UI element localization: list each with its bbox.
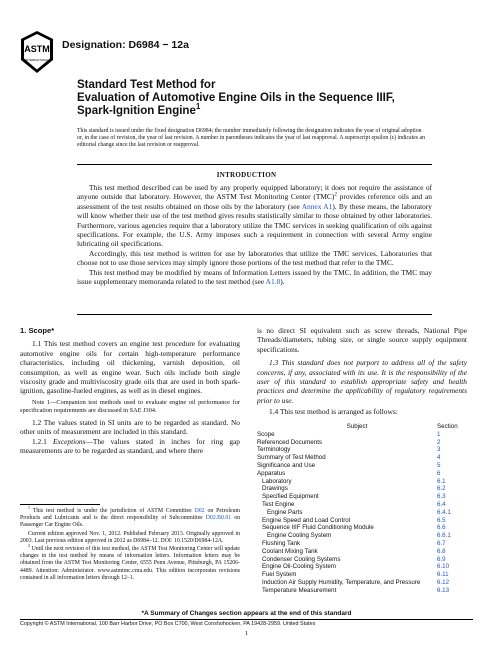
table-row [257, 439, 461, 447]
footnote-divider [20, 504, 100, 505]
toc-section-link[interactable]: 6.6.1 [437, 532, 451, 540]
a1-8-link[interactable]: A1.8 [265, 277, 281, 287]
toc-section-link[interactable]: 6.1 [437, 477, 446, 485]
title-line-3: Spark-Ignition Engine$^1$ [77, 102, 201, 117]
para-1-4: 1.4 This test method is arranged as follows: [269, 407, 398, 417]
toc-section-link[interactable]: 6.4.1 [437, 508, 451, 516]
intro-paragraph-2: Accordingly, this test method is written for use by laboratories that utilize the TMC services. Laboratories that choose not to use those services may simply ignore those portions of the test method that refer to the TMC. [77, 248, 432, 268]
toc-section-link[interactable]: 4 [437, 454, 441, 462]
table-row [257, 446, 461, 454]
footer-divider [20, 619, 473, 620]
logo-text: INTERNATIONAL [25, 58, 49, 62]
svg-text:ASTM: ASTM [24, 44, 50, 54]
table-row [257, 532, 461, 540]
intro-paragraph-1: This test method described can be used by any properly equipped laboratory; it does not require the assistance of anyone outside that laboratory. However, the ASTM Test Monitoring Center (TMC)$^2$ provides reference oils and an assessment of the test results obtained on those oils by the laboratory (see Annex A1). By these means, the laboratory will know whether their use of the test method gives results statistically similar to those obtained by other laboratories. Furthermore, various agencies require that a laboratory utilize the TMC services in seeking qualification of oils against specifications. For example, the U.S. Army imposes such a requirement in connection with several Army engine lubricating oil specifications. [77, 183, 432, 249]
para-1-2-1: 1.2.1 Exceptions—The values stated in inches for ring gap measurements are to be regarded as standard, and where there [20, 436, 240, 456]
toc-subject: Flushing Tank [262, 539, 301, 547]
toc-section-link[interactable]: 1 [437, 430, 441, 438]
toc-section-link[interactable]: 6 [437, 469, 441, 477]
intro-paragraph-3: This test method may be modified by means of Information Letters issued by the TMC. In addition, the TMC may issue supplementary memoranda related to the test method (see A1.8). [77, 267, 432, 287]
footnotes [20, 505, 240, 583]
toc-subject: Terminology [257, 446, 291, 454]
toc-subject: Engine Oil-Cooling System [262, 563, 336, 571]
table-row [257, 501, 461, 509]
title-line-1: Standard Test Method for [77, 79, 216, 91]
table-row [257, 462, 461, 470]
divider [77, 164, 432, 165]
toc-section-link[interactable]: 6.9 [437, 555, 446, 563]
toc-subject: Referenced Documents [257, 438, 323, 446]
table-row [257, 493, 461, 501]
table-row [257, 431, 461, 439]
table-row [257, 485, 461, 493]
footnote-1-edition: Current edition approved Nov. 1, 2012. Published February 2013. Originally approved in 2003. Last previous edition approved in 2012 as D6984–12. DOI: 10.1520/D6984-12A. [20, 530, 240, 544]
note-1: Note 1—Companion test methods used to evaluate engine oil performance for specification requirements are discussed in SAE J304. [20, 398, 240, 414]
toc-subject: Condenser Cooling Systems [262, 555, 341, 563]
toc-section-link[interactable]: 3 [437, 446, 441, 454]
table-header [257, 423, 461, 431]
toc-subject: Significance and Use [257, 461, 316, 469]
table-row [257, 524, 461, 532]
page-number: 1 [244, 630, 249, 637]
table-row [257, 454, 461, 462]
divider [77, 314, 432, 315]
designation: Designation: D6984 − 12a [62, 39, 189, 51]
toc-subject: Coolant Mixing Tank [262, 547, 318, 555]
para-1-1: 1.1 This test method covers an engine test procedure for evaluating automotive engine oils for certain high-temperature performance characteristics, including oil thickening, varnish deposition, oil consumption, as well as engine wear. Such oils include both single viscosity grade and multiviscosity grade oils that are used in both spark-ignition, gasoline-fueled engines, as well as in diesel engines. [20, 339, 240, 396]
table-row [257, 587, 461, 595]
astm-logo [20, 30, 54, 74]
copyright: Copyright © ASTM International, 100 Barr Harbor Drive, PO Box C700, West Conshohocken, PA 19428-2959. United States [20, 621, 316, 627]
toc-section-link[interactable]: 6.8 [437, 547, 446, 555]
toc-section-link[interactable]: 6.6 [437, 524, 446, 532]
toc-section-link[interactable]: 6.5 [437, 516, 446, 524]
title-line-2: Evaluation of Automotive Engine Oils in the Sequence IIIF, [77, 92, 395, 104]
table-row [257, 571, 461, 579]
toc-section-link[interactable]: 6.13 [437, 586, 450, 594]
introduction-heading: INTRODUCTION [216, 171, 277, 179]
toc-subject: Induction Air Supply Humidity, Temperature, and Pressure [262, 578, 421, 586]
table-row [257, 470, 461, 478]
toc-subject: Engine Speed and Load Control [262, 516, 351, 524]
toc-section-link[interactable]: 6.11 [437, 571, 449, 579]
toc-section-link[interactable]: 6.12 [437, 578, 450, 586]
footnote-1: $^1$ This test method is under the jurisdiction of ASTM Committee D02 on Petroleum Products and Lubricants and is the direct responsibility of Subcommittee D02.B0.01 on Passenger Car Engine Oils. [20, 505, 240, 529]
toc-subject: Scope [257, 430, 275, 438]
scope-heading: 1. Scope* [20, 326, 55, 335]
d02-link[interactable]: D02 [194, 508, 205, 514]
toc-subject: Summary of Test Method [257, 454, 326, 462]
toc-section-link[interactable]: 6.4 [437, 500, 446, 508]
table-row [257, 563, 461, 571]
annex-a1-link[interactable]: Annex A1 [301, 201, 333, 211]
toc-section-link[interactable]: 2 [437, 438, 441, 446]
toc-section-link[interactable]: 6.3 [437, 493, 446, 501]
d02-b0-01-link[interactable]: D02.B0.01 [205, 515, 232, 522]
col-subject-header: Subject [346, 423, 368, 430]
table-row [257, 540, 461, 548]
arrangement-table [257, 423, 461, 595]
toc-subject: Engine Parts [267, 508, 303, 516]
left-column [20, 326, 240, 455]
footnote-2: $^2$ Until the next revision of this test method, the ASTM Test Monitoring Center will update changes in the test method by means of information letters. Information letters may be obtained from the ASTM Test Monitoring Center, 6555 Penn Avenue, Pittsburgh, PA 15206-4489. Attention: Administrator. www.astmtmc.cmu.edu. This edition incorporates revisions contained in all information letters through 12–1. [20, 543, 240, 581]
toc-section-link[interactable]: 6.10 [437, 563, 450, 571]
para-1-3: 1.3 This standard does not purport to address all of the safety concerns, if any, associated with its use. It is the responsibility of the user of this standard to establish appropriate safety and health practices and determine the applicability of regulatory requirements prior to use. [257, 358, 467, 405]
issued-note: This standard is issued under the fixed designation D6984; the number immediately following the designation indicates the year of original adoption or, in the case of revision, the year of last revision. A number in parentheses indicates the year of last reapproval. A superscript epsilon (ε) indicates an editorial change since the last revision or reapproval. [77, 128, 425, 149]
toc-section-link[interactable]: 6.2 [437, 485, 446, 493]
toc-subject: Engine Cooling System [267, 532, 332, 540]
toc-subject: Drawings [262, 485, 288, 493]
toc-section-link[interactable]: 6.7 [437, 539, 446, 547]
toc-subject: Specified Equipment [262, 493, 319, 501]
para-1-2-1-continued: is no direct SI equivalent such as screw threads, National Pipe Threads/diameters, tubing size, or single source supply equipment specifications. [257, 326, 467, 354]
document-title [77, 79, 437, 118]
table-row [257, 556, 461, 564]
table-row [257, 579, 461, 587]
toc-subject: Apparatus [257, 469, 286, 477]
summary-of-changes-note: *A Summary of Changes section appears at the end of this standard [141, 610, 352, 617]
table-row [257, 478, 461, 486]
toc-subject: Temperature Measurement [262, 586, 337, 594]
introduction-body [77, 183, 432, 286]
toc-subject: Sequence IIIF Fluid Conditioning Module [262, 524, 374, 532]
toc-subject: Laboratory [262, 477, 292, 485]
toc-section-link[interactable]: 5 [437, 461, 441, 469]
right-column [257, 326, 467, 417]
table-row [257, 517, 461, 525]
col-section-header: Section [437, 423, 458, 430]
para-1-2: 1.2 The values stated in SI units are to be regarded as standard. No other units of measurement are included in this standard. [20, 417, 240, 437]
toc-subject: Fuel System [262, 571, 297, 579]
table-row [257, 509, 461, 517]
table-row [257, 548, 461, 556]
toc-subject: Test Engine [262, 500, 295, 508]
